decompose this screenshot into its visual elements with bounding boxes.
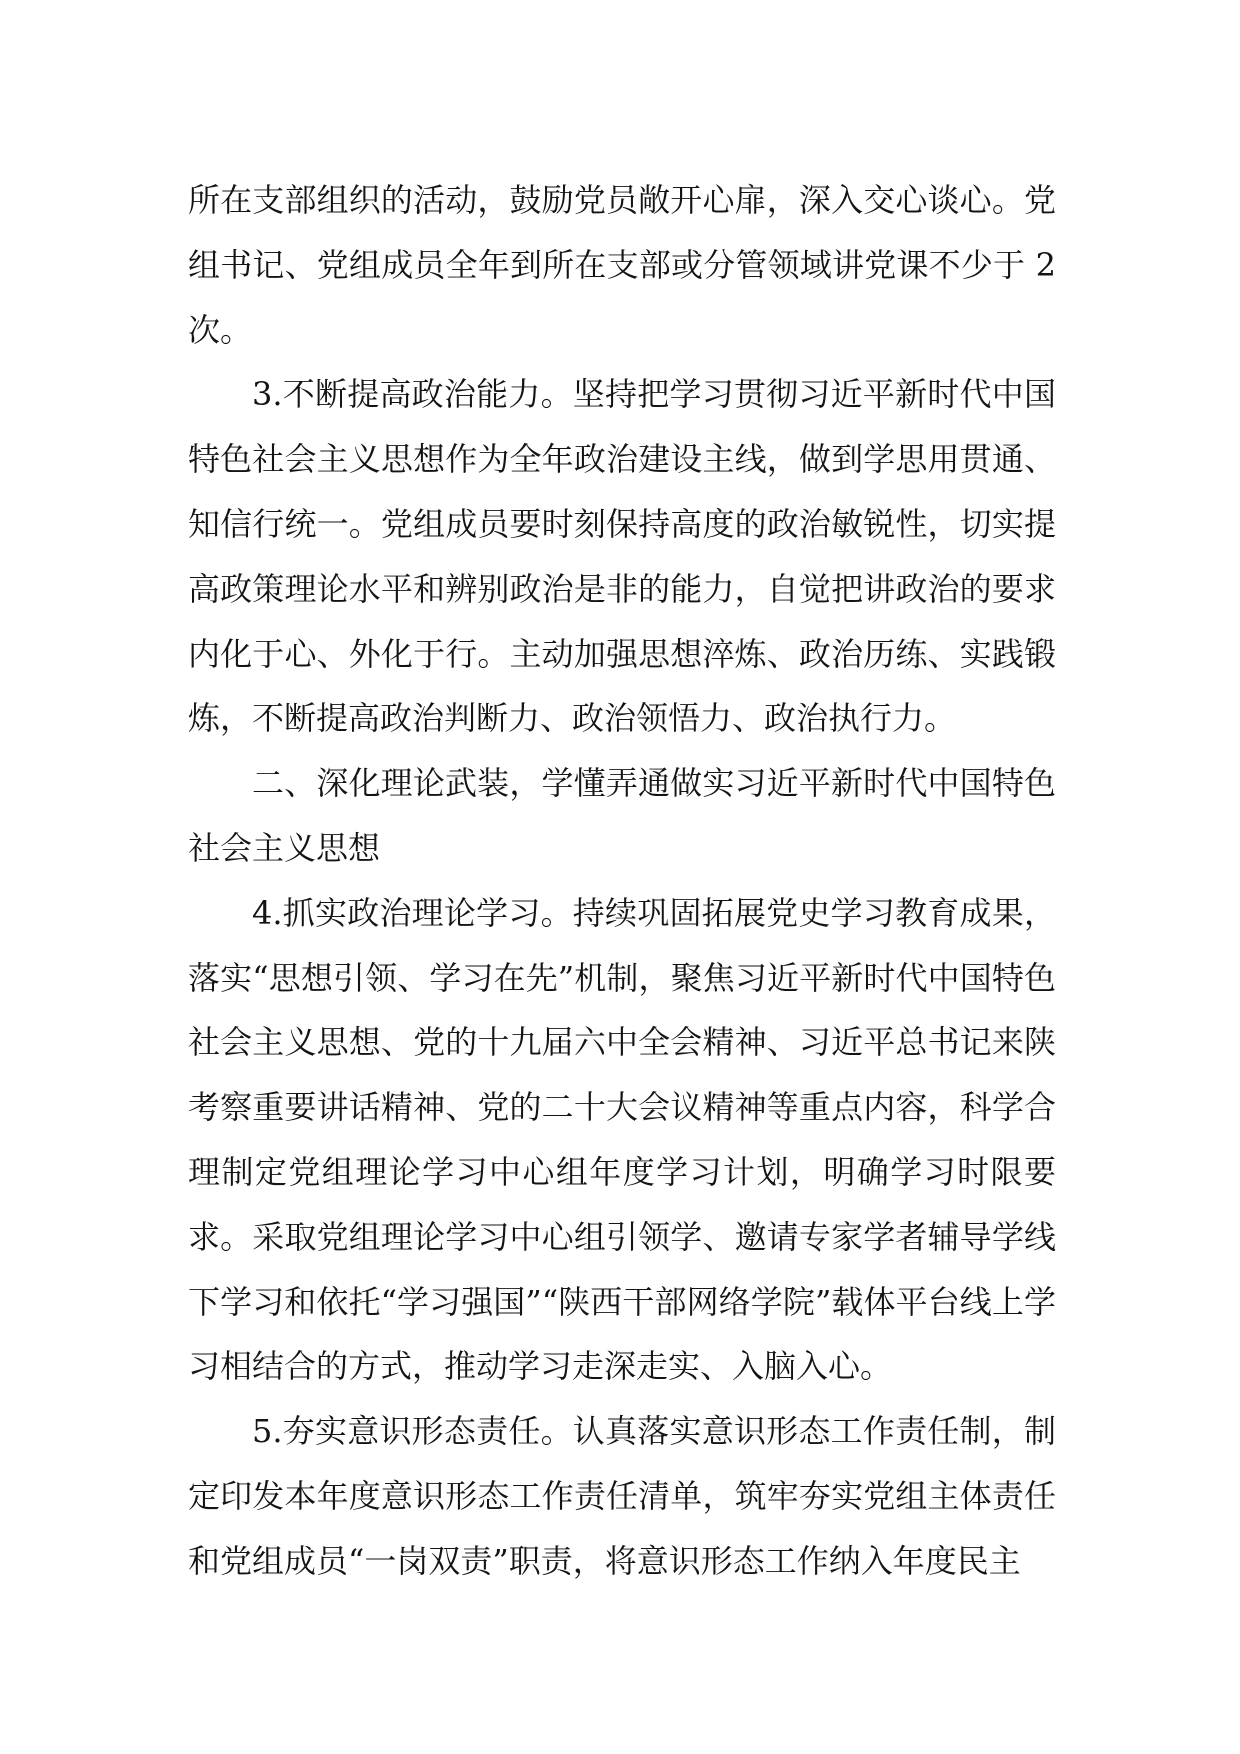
paragraph-continuation: 所在支部组织的活动，鼓励党员敞开心扉，深入交心谈心。党组书记、党组成员全年到所在支部或分管领域讲党课不少于 2 次。	[188, 181, 1056, 349]
paragraph-item-5: 5.夯实意识形态责任。认真落实意识形态工作责任制，制定印发本年度意识形态工作责任清单，筑牢夯实党组主体责任和党组成员“一岗双责”职责，将意识形态工作纳入年度民主	[188, 1412, 1056, 1580]
paragraph-item-3: 3.不断提高政治能力。坚持把学习贯彻习近平新时代中国特色社会主义思想作为全年政治建设主线，做到学思用贯通、知信行统一。党组成员要时刻保持高度的政治敏锐性，切实提高政策理论水平和辨别政治是非的能力，自觉把讲政治的要求内化于心、外化于行。主动加强思想淬炼、政治历练、实践锻炼，不断提高政治判断力、政治领悟力、政治执行力。	[188, 375, 1056, 738]
paragraph-item-4: 4.抓实政治理论学习。持续巩固拓展党史学习教育成果，落实“思想引领、学习在先”机制，聚焦习近平新时代中国特色社会主义思想、党的十九届六中全会精神、习近平总书记来陕考察重要讲话精神、党的二十大会议精神等重点内容，科学合理制定党组理论学习中心组年度学习计划，明确学习时限要求。采取党组理论学习中心组引领学、邀请专家学者辅导学线下学习和依托“学习强国”“陕西干部网络学院”载体平台线上学习相结合的方式，推动学习走深走实、入脑入心。	[188, 893, 1056, 1386]
section-heading-2: 二、深化理论武装，学懂弄通做实习近平新时代中国特色社会主义思想	[188, 764, 1056, 867]
document-page	[188, 168, 1056, 1594]
